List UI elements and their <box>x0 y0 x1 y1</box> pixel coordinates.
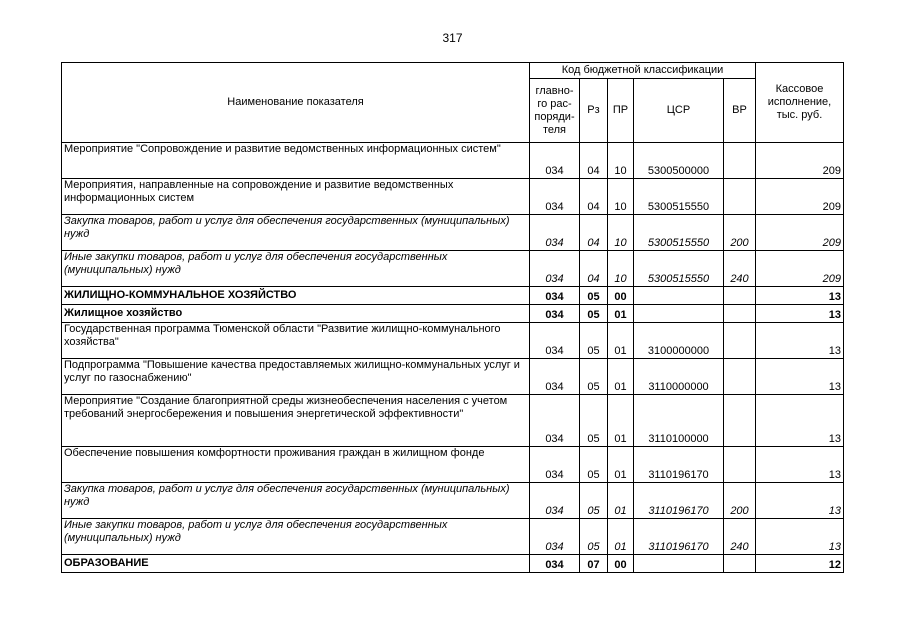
cell-csr: 3100000000 <box>634 323 724 359</box>
cell-csr <box>634 305 724 323</box>
cell-cash-execution: 13 <box>756 483 844 519</box>
cell-main-manager: 034 <box>530 287 580 305</box>
row-name: Жилищное хозяйство <box>62 305 530 323</box>
cell-pr: 00 <box>608 287 634 305</box>
cell-pr: 10 <box>608 143 634 179</box>
cell-main-manager: 034 <box>530 447 580 483</box>
cell-vr <box>724 143 756 179</box>
row-name: Иные закупки товаров, работ и услуг для обеспечения государственных (муниципальных) нужд <box>62 519 530 555</box>
cell-cash-execution: 12 <box>756 555 844 573</box>
cell-main-manager: 034 <box>530 215 580 251</box>
table-row <box>62 179 844 215</box>
cell-main-manager: 034 <box>530 555 580 573</box>
cell-pr: 01 <box>608 483 634 519</box>
cell-main-manager: 034 <box>530 251 580 287</box>
header-code-group: Код бюджетной классификации <box>530 63 756 79</box>
row-name: Государственная программа Тюменской области "Развитие жилищно-коммунального хозяйства" <box>62 323 530 359</box>
cell-cash-execution: 13 <box>756 287 844 305</box>
cell-csr: 3110100000 <box>634 395 724 447</box>
cell-vr: 200 <box>724 483 756 519</box>
header-pr: ПР <box>608 79 634 143</box>
cell-vr <box>724 287 756 305</box>
cell-pr: 01 <box>608 305 634 323</box>
cell-vr <box>724 447 756 483</box>
header-csr: ЦСР <box>634 79 724 143</box>
table-row <box>62 251 844 287</box>
cell-csr: 5300515550 <box>634 179 724 215</box>
cell-pr: 01 <box>608 519 634 555</box>
table-body <box>62 143 844 573</box>
cell-rz: 05 <box>580 395 608 447</box>
cell-vr: 200 <box>724 215 756 251</box>
cell-pr: 01 <box>608 359 634 395</box>
cell-main-manager: 034 <box>530 143 580 179</box>
cell-vr <box>724 305 756 323</box>
cell-cash-execution: 209 <box>756 143 844 179</box>
table-row <box>62 143 844 179</box>
cell-main-manager: 034 <box>530 519 580 555</box>
cell-cash-execution: 13 <box>756 519 844 555</box>
row-name: Мероприятие "Сопровождение и развитие ведомственных информационных систем" <box>62 143 530 179</box>
table-row <box>62 395 844 447</box>
cell-csr <box>634 287 724 305</box>
cell-csr: 3110196170 <box>634 519 724 555</box>
cell-csr: 3110196170 <box>634 447 724 483</box>
table-row <box>62 287 844 305</box>
table-row <box>62 323 844 359</box>
table-row <box>62 305 844 323</box>
cell-csr: 5300500000 <box>634 143 724 179</box>
row-name: Закупка товаров, работ и услуг для обеспечения государственных (муниципальных) нужд <box>62 215 530 251</box>
cell-csr: 3110196170 <box>634 483 724 519</box>
header-name: Наименование показателя <box>62 63 530 143</box>
cell-main-manager: 034 <box>530 395 580 447</box>
page-number: 317 <box>442 31 463 45</box>
cell-main-manager: 034 <box>530 323 580 359</box>
row-name: Закупка товаров, работ и услуг для обеспечения государственных (муниципальных) нужд <box>62 483 530 519</box>
header-cash-execution: Кассовое исполнение, тыс. руб. <box>756 63 844 143</box>
header-rz: Рз <box>580 79 608 143</box>
cell-vr <box>724 323 756 359</box>
cell-rz: 05 <box>580 359 608 395</box>
cell-cash-execution: 13 <box>756 323 844 359</box>
cell-rz: 04 <box>580 215 608 251</box>
cell-vr <box>724 179 756 215</box>
cell-rz: 05 <box>580 305 608 323</box>
table-row <box>62 359 844 395</box>
row-name: ОБРАЗОВАНИЕ <box>62 555 530 573</box>
cell-pr: 01 <box>608 447 634 483</box>
cell-main-manager: 034 <box>530 305 580 323</box>
budget-table <box>61 62 844 573</box>
cell-pr: 00 <box>608 555 634 573</box>
cell-rz: 04 <box>580 179 608 215</box>
cell-rz: 05 <box>580 519 608 555</box>
cell-rz: 04 <box>580 251 608 287</box>
cell-rz: 05 <box>580 483 608 519</box>
cell-csr: 3110000000 <box>634 359 724 395</box>
cell-rz: 05 <box>580 323 608 359</box>
cell-pr: 10 <box>608 215 634 251</box>
cell-pr: 01 <box>608 323 634 359</box>
row-name: Мероприятие "Создание благоприятной среды жизнеобеспечения населения с учетом требований энергосбережения и повышения энергетической эффективности" <box>62 395 530 447</box>
cell-cash-execution: 13 <box>756 447 844 483</box>
row-name: Подпрограмма "Повышение качества предоставляемых жилищно-коммунальных услуг и услуг по газоснабжению" <box>62 359 530 395</box>
cell-vr: 240 <box>724 251 756 287</box>
header-main-manager: главно-го рас-поряди-теля <box>530 79 580 143</box>
cell-rz: 05 <box>580 287 608 305</box>
cell-main-manager: 034 <box>530 483 580 519</box>
cell-rz: 04 <box>580 143 608 179</box>
cell-pr: 10 <box>608 251 634 287</box>
row-name: Иные закупки товаров, работ и услуг для обеспечения государственных (муниципальных) нужд <box>62 251 530 287</box>
cell-cash-execution: 209 <box>756 179 844 215</box>
cell-main-manager: 034 <box>530 179 580 215</box>
cell-pr: 01 <box>608 395 634 447</box>
table-row <box>62 555 844 573</box>
cell-vr: 240 <box>724 519 756 555</box>
cell-cash-execution: 209 <box>756 251 844 287</box>
cell-cash-execution: 13 <box>756 359 844 395</box>
cell-rz: 05 <box>580 447 608 483</box>
row-name: Мероприятия, направленные на сопровождение и развитие ведомственных информационных систем <box>62 179 530 215</box>
cell-vr <box>724 555 756 573</box>
table-row <box>62 447 844 483</box>
cell-rz: 07 <box>580 555 608 573</box>
table-row <box>62 483 844 519</box>
cell-vr <box>724 395 756 447</box>
cell-csr <box>634 555 724 573</box>
row-name: ЖИЛИЩНО-КОММУНАЛЬНОЕ ХОЗЯЙСТВО <box>62 287 530 305</box>
cell-cash-execution: 13 <box>756 395 844 447</box>
cell-pr: 10 <box>608 179 634 215</box>
cell-csr: 5300515550 <box>634 251 724 287</box>
table-row <box>62 519 844 555</box>
cell-cash-execution: 209 <box>756 215 844 251</box>
header-vr: ВР <box>724 79 756 143</box>
cell-vr <box>724 359 756 395</box>
cell-main-manager: 034 <box>530 359 580 395</box>
cell-cash-execution: 13 <box>756 305 844 323</box>
cell-csr: 5300515550 <box>634 215 724 251</box>
table-row <box>62 215 844 251</box>
row-name: Обеспечение повышения комфортности проживания граждан в жилищном фонде <box>62 447 530 483</box>
